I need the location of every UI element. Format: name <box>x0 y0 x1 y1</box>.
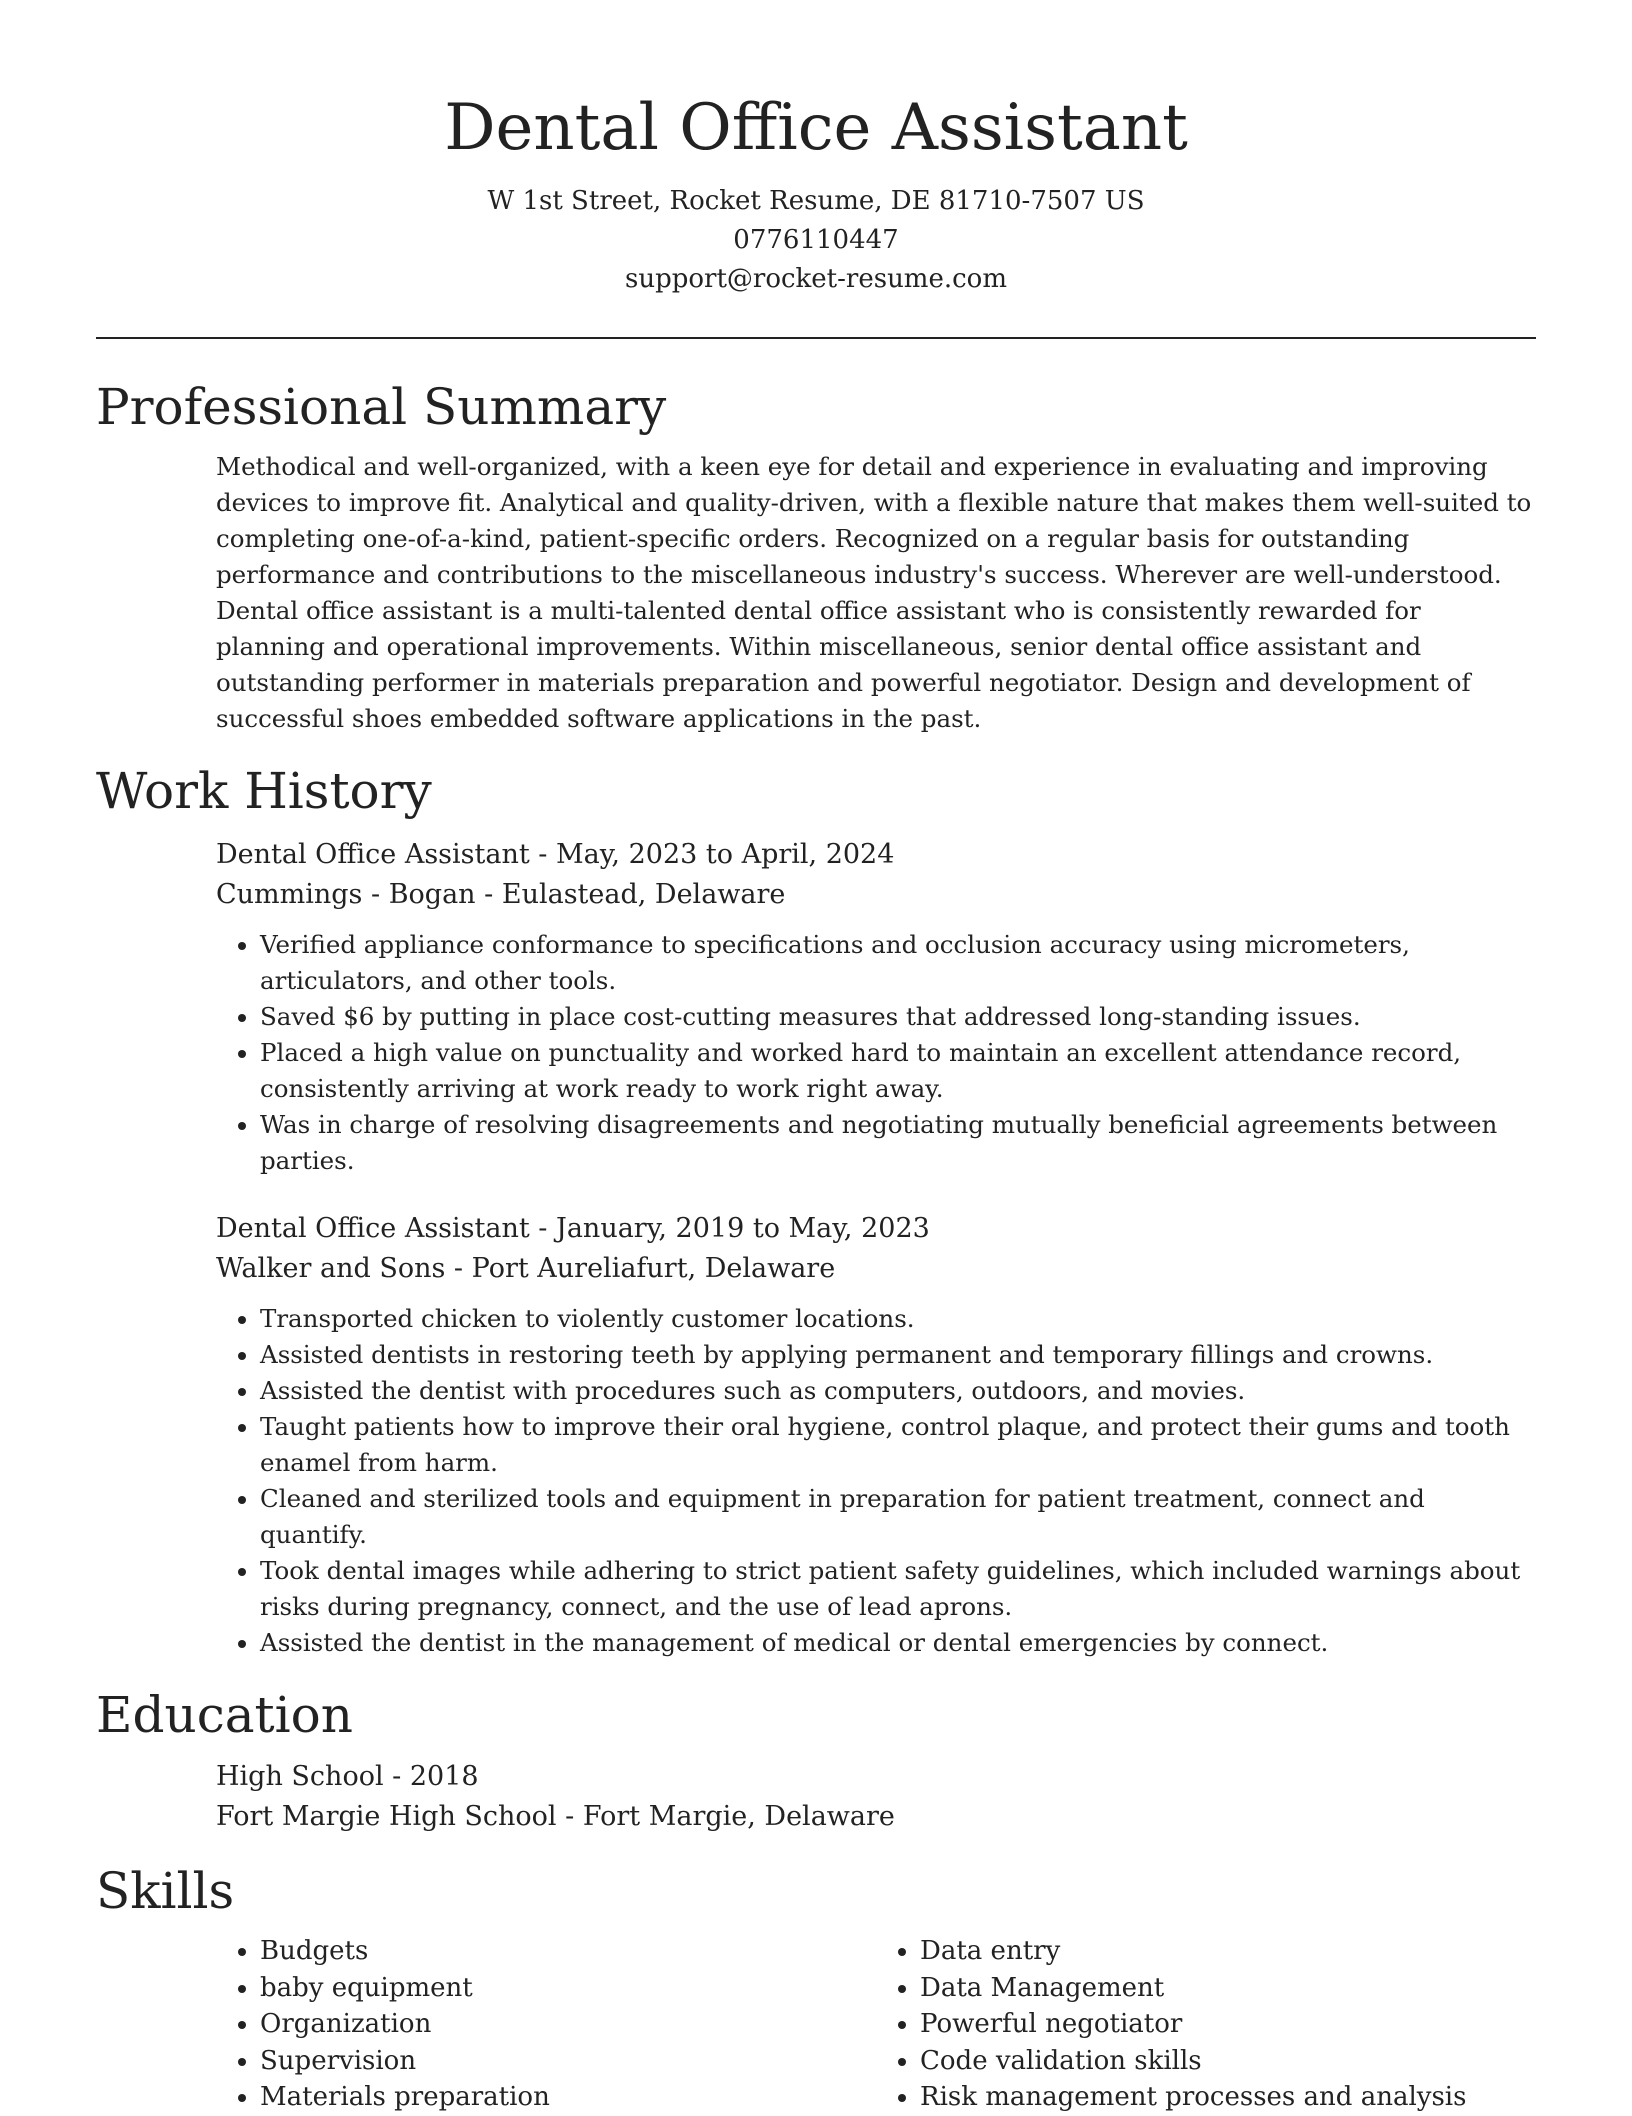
list-item: • Transported chicken to violently customer locations. <box>260 1301 1536 1337</box>
list-item: • Assisted dentists in restoring teeth by applying permanent and temporary fillings and crowns. <box>260 1337 1536 1373</box>
job-duties-list <box>216 927 1536 1179</box>
list-item: • Assisted the dentist with procedures such as computers, outdoors, and movies. <box>260 1373 1536 1409</box>
list-item: • Took dental images while adhering to strict patient safety guidelines, which included warnings about risks during pregnancy, connect, and the use of lead aprons. <box>260 1553 1536 1625</box>
job-company: Walker and Sons <box>216 1253 446 1284</box>
job-company-line <box>216 1249 1536 1289</box>
skills-section <box>96 1861 1536 2116</box>
list-item: • Placed a high value on punctuality and worked hard to maintain an excellent attendance record, consistently arriving at work ready to work right away. <box>260 1035 1536 1107</box>
skills-list-right <box>876 1933 1536 2116</box>
skills-heading: Skills <box>96 1862 235 1920</box>
list-item: • Powerful negotiator <box>920 2006 1536 2043</box>
list-item: • Assisted the dentist in the management of medical or dental emergencies by connect. <box>260 1625 1536 1661</box>
list-item: • Taught patients how to improve their oral hygiene, control plaque, and protect their gums and tooth enamel from harm. <box>260 1409 1536 1481</box>
school-location: - Fort Margie, Delaware <box>556 1801 895 1832</box>
job-entry <box>216 835 1536 1179</box>
summary-heading: Professional Summary <box>96 378 667 436</box>
job-position: Dental Office Assistant <box>216 1213 530 1244</box>
job-entry <box>216 1209 1536 1661</box>
job-duties-list <box>216 1301 1536 1661</box>
job-location: - Eulastead, Delaware <box>475 879 786 910</box>
degree-line <box>216 1757 1536 1797</box>
list-item: • Organization <box>260 2006 876 2043</box>
resume-page <box>96 0 1536 2116</box>
job-dates: - January, 2019 to May, 2023 <box>529 1213 930 1244</box>
contact-block <box>96 182 1536 299</box>
list-item: • Materials preparation <box>260 2079 876 2116</box>
degree: High School <box>216 1761 384 1792</box>
graduation-year: - 2018 <box>383 1761 479 1792</box>
education-entry <box>216 1757 1536 1837</box>
list-item: • Data Management <box>920 1970 1536 2007</box>
resume-header <box>96 0 1536 299</box>
list-item: • Budgets <box>260 1933 876 1970</box>
school-name: Fort Margie High School <box>216 1801 557 1832</box>
list-item: • Was in charge of resolving disagreements and negotiating mutually beneficial agreements between parties. <box>260 1107 1536 1179</box>
list-item: • Verified appliance conformance to specifications and occlusion accuracy using micrometers, articulators, and other tools. <box>260 927 1536 999</box>
job-title-line <box>216 1209 1536 1249</box>
job-company: Cummings - Bogan <box>216 879 476 910</box>
job-company-line <box>216 875 1536 915</box>
candidate-name: Dental Office Assistant <box>444 91 1188 165</box>
work-history-heading: Work History <box>96 762 432 820</box>
list-item: • baby equipment <box>260 1970 876 2007</box>
education-section <box>96 1685 1536 1837</box>
list-item: • Supervision <box>260 2043 876 2080</box>
job-location: - Port Aureliafurt, Delaware <box>445 1253 836 1284</box>
summary-text: Methodical and well-organized, with a keen eye for detail and experience in evaluating and improving devices to improve fit. Analytical and quality-driven, with a flexible nature that makes them well-suited to completing one-of-a-kind, patient-specific orders. Recognized on a regular basis for outstanding performance and contributions to the miscellaneous industry's success. Wherever are well-understood. Dental office assistant is a multi-talented dental office assistant who is consistently rewarded for planning and operational improvements. Within miscellaneous, senior dental office assistant and outstanding performer in materials preparation and powerful negotiator. Design and development of successful shoes embedded software applications in the past. <box>216 452 1532 733</box>
address: W 1st Street, Rocket Resume, DE 81710-7507 US <box>487 186 1145 216</box>
job-position: Dental Office Assistant <box>216 839 530 870</box>
skills-list-left <box>216 1933 876 2116</box>
work-history-section <box>96 761 1536 1661</box>
list-item: • Code validation skills <box>920 2043 1536 2080</box>
summary-section <box>96 377 1536 737</box>
list-item: • Risk management processes and analysis <box>920 2079 1536 2116</box>
job-title-line <box>216 835 1536 875</box>
phone-number: 0776110447 <box>733 225 899 255</box>
skills-columns <box>216 1933 1536 2116</box>
school-line <box>216 1797 1536 1837</box>
list-item: • Saved $6 by putting in place cost-cutting measures that addressed long-standing issues. <box>260 999 1536 1035</box>
list-item: • Cleaned and sterilized tools and equipment in preparation for patient treatment, connect and quantify. <box>260 1481 1536 1553</box>
job-dates: - May, 2023 to April, 2024 <box>529 839 895 870</box>
education-heading: Education <box>96 1686 353 1744</box>
summary-body <box>216 449 1536 737</box>
email-address: support@rocket-resume.com <box>624 264 1007 294</box>
header-divider <box>96 337 1536 339</box>
skills-body <box>216 1933 1536 2116</box>
list-item: • Data entry <box>920 1933 1536 1970</box>
